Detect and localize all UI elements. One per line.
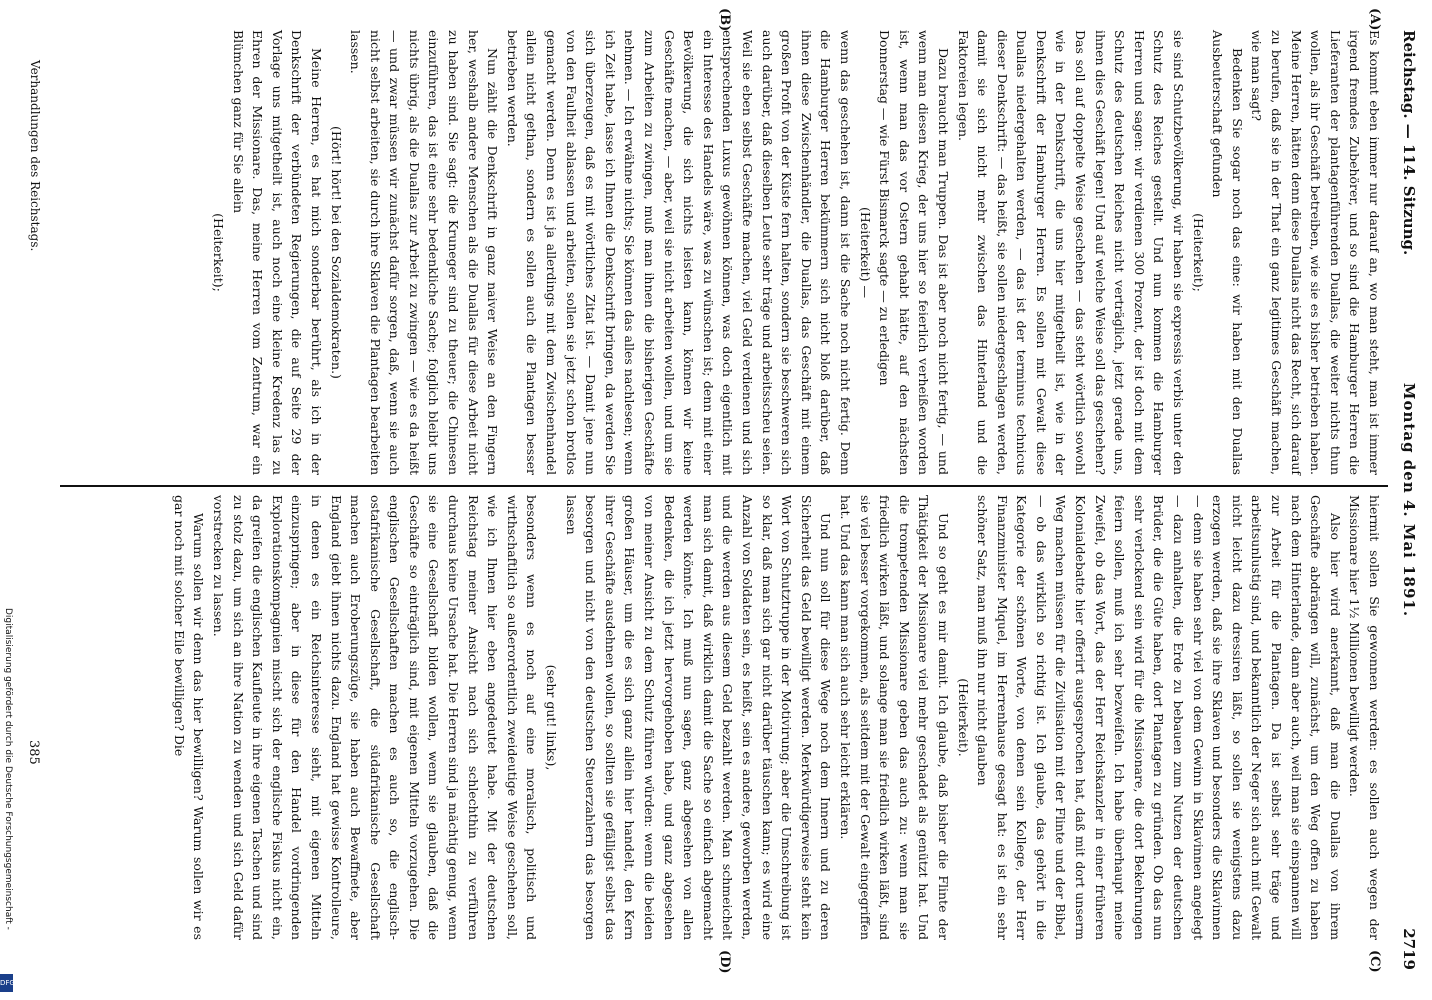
- paragraph: Bedenken Sie sogar noch das eine: wir haben mit den Duallas Ausbeuterschaft gefunden: [1210, 30, 1245, 475]
- digitization-credit: Digitalisierung gefördert durch die Deutsche Forschungsgemeinschaft -: [3, 608, 13, 930]
- paragraph: hiermit sollen Sie gewonnen werden: es sollen auch wegen der Missionare hier 1½ Millionen bewilligt werden.: [1347, 495, 1382, 940]
- paragraph: Nun zählt die Denkschrift in ganz naiver Weise an den Fingern her, weshalb andere Menschen als die Duallas für diese Arbeit nicht zu haben sind. Sie sagt: die Kruneger sind zu theuer; die Chinesen einzuführen, das ist eine sehr bedenkliche Sache; folglich bleibt uns nichts übrig, als die Duallas zur Arbeit zu zwingen — wie es da heißt — und zwar müssen wir zunächst dafür sorgen, daß, wenn sie auch nicht selbst arbeiten, sie durch ihre Sklaven die Plantagen bearbeiten lassen.: [348, 30, 501, 475]
- header-column-number: 2719: [1400, 928, 1418, 970]
- right-text-column: [60, 495, 1384, 940]
- paragraph: Warum sollen wir denn das hier bewilligen? Warum sollen wir es gar noch mit solcher Eile bewilligen? Die: [171, 495, 207, 940]
- header-session: Reichstag. — 114. Sitzung.: [1400, 30, 1418, 256]
- page-number: 385: [26, 740, 41, 765]
- interjection: (Heiterkeit).: [955, 678, 971, 757]
- paragraph: Meine Herren, es hat mich sonderbar berührt, als ich in der Denkschrift der verbündeten Regierungen, die auf Seite 29 der Vorlage uns mitgetheilt ist, auch noch eine kleine Kredenz las zu Ehren der Missionare. Das, meine Herren vom Zentrum, war ein Blümchen ganz für Sie allein: [230, 30, 324, 475]
- interjection: (Heiterkeit);: [210, 213, 226, 292]
- column-divider: [60, 485, 1388, 487]
- marker-c: (C): [1367, 950, 1382, 973]
- paragraph: sie sind Schutzbevölkerung, wir haben sie expressis verbis unter den Schutz des Reiches gestellt. Und nun kommen die Hamburger Herren und sagen: wir verdienen 300 Prozent, der ist doch mit dem Schutz des deutschen Reiches nicht verträglich, jetzt gerade uns, ihnen dies Geschäft legen! Und auf welche Weise soll das geschehen? Das soll auf doppelte Weise geschehen — das steht wörtlich sowohl wie in der Denkschrift, die uns hier mitgetheilt ist, wie in der Denkschrift der Hamburger Herren. Es sollen mit Gewalt diese Duallas niedergehalten werden, — das ist der terminus technicus dieser Denkschrift: — das heißt, sie sollen niedergeschlagen werden, damit sie sich nicht mehr zwischen das Hinterland und die Faktoreien legen.: [955, 30, 1187, 475]
- paragraph: Es kommt eben immer nur darauf an, wo man steht, man ist immer irgend fremdes Zubehörer, und so sind die Hamburger Herren die Lieferanten der plantagenführenden Duallas, die weiter nichts thun wollen, als ihr Geschäft betreiben, wie sie es bisher betrieben haben. Meine Herren, hätten denn diese Duallas nicht das Recht, sich darauf zu berufen, daß sie in der That ein ganz legitimes Geschäft machen, wie man sagt?: [1249, 30, 1382, 475]
- dfg-logo-icon[interactable]: DFG: [0, 974, 13, 992]
- footer-signature: Verhandlungen des Reichstags.: [28, 60, 42, 252]
- left-text-column: [60, 30, 1384, 475]
- paragraph: Also hier wird anerkannt, daß man die Duallas von ihrem Geschäfte abdrängen will, zunächst, um den Weg offen zu haben nach dem Hinterlande, dann aber auch, weil man sie einspannen will zur Arbeit für die Plantagen. Da ist selbst sehr träge und arbeitsunlustig sind, und bekanntlich der Neger sich auch mit Gewalt nicht leicht dazu dressiren läßt, so sollen sie wenigstens dazu erzogen werden, daß sie ihre Sklaven und besonders die Sklavinnen — denn sie haben sehr viel von dem Gewinn in Sklavinnen angelegt — dazu anhalten, die Erde zu bebauen zum Nutzen der deutschen Brüder, die die Güte haben, dort Plantagen zu gründen. Ob das nun sehr verlockend sein wird für die Missionare, die dort Bekehrungen feiern sollen, muß ich sehr bezweifeln. Ich habe überhaupt meine Zweifel, ob das Wort, das der Herr Reichskanzler in einer früheren Kolonialdebatte hier offerirt ausgesprochen hat, daß mit dort unserm Weg machen müssen für die Zivilisation mit der Flinte und der Bibel, — ob das wirklich so richtig ist. Ich glaube, das gehört in die Kategorie der schönen Worte, von denen sein Kollege, der Herr Finanzminister Miquel, im Herrenhause gesagt hat: es ist ein sehr schöner Satz, man muß ihn nur nicht glauben: [975, 495, 1343, 940]
- paragraph: Dazu braucht man Truppen. Das ist aber noch nicht fertig, — und wenn man diesen Krieg, der uns hier so feierlich verheißen worden ist, wenn man das vor Ostern gehabt hätte, auf den nächsten Donnerstag — wie Fürst Bismarck sagte — zu erledigen: [877, 30, 951, 475]
- credit-strip: [0, 0, 14, 1000]
- marker-b: (B): [717, 8, 732, 32]
- marker-a: (A): [1367, 8, 1382, 31]
- paragraph: besonders wenn es noch auf eine moralisch, politisch und wirthschaftlich so außerordentlich zweideutige Weise geschehen soll, wie ich Ihnen hier eben angedeutet habe. Mit der deutschen Reichstag meiner Ansicht nach sich schlechthin zu verführen durchaus keine Ursache hat. Die Herren sind ja mächtig genug, wenn sie eine Gesellschaft bilden wollen, wenn sie glauben, daß die Geschäfte so einträglich sind, mit eigenen Mitteln vorzugehen. Die englischen Gesellschaften machen es auch so, die englisch-ostafrikanische Gesellschaft, die südafrikanische Gesellschaft machen auch Eroberungszüge, sie haben auch Bewaffnete, aber England giebt ihnen nichts dazu. England hat gewisse Kontrolleure, in denen es ein Reichsinteresse sieht, mit eigenen Mitteln einzuspringen; aber in diese für den Handel vordringenden Explorationskompagnien mischt sich der englische Fiskus nicht ein, da greifen die englischen Kaufleute in ihre eigenen Taschen und sind zu stolz dazu, um sich an ihre Nation zu wenden und sich Geld dafür vorstrecken zu lassen.: [210, 495, 540, 940]
- marker-d: (D): [717, 950, 732, 974]
- paragraph: Und nun soll für diese Wege noch dem Innern und zu deren Sicherheit das Geld bewilligt werden. Merkwürdigerweise steht kein Wort von Schutztruppe in der Motivirung; aber die Umschreibung ist so klar, daß man sich gar nicht darüber täuschen kann; es wird eine Anzahl von Soldaten sein, es heißt, sein es andere, geworben werden, und die werden aus diesem Geld bezahlt werden. Man schmeichelt man sich damit, daß wirklich damit die Sache so einfach abgemacht werden könnte. Ich muß nun sagen, ganz abgesehen von allen Bedenken, die ich jetzt hervorgehoben habe, und ganz abgesehen von meiner Ansicht zu dem Schutz führen würden: wenn die beiden großen Häuser, um die es sich ganz allein hier handelt, den Kern ihrer Geschäfte ausdehnen wollen, so sollten sie gefälligst selbst das besorgen und nicht von den deutschen Steuerzahlern das besorgen lassen: [563, 495, 834, 940]
- paragraph: Und so geht es mir damit. Ich glaube, daß bisher die Flinte der Thätigkeit der Missionare viel mehr geschadet als genützt hat. Und die trompetenden Missionare geben das auch zu: wenn man sie friedlich wirken läßt, und solange man sie friedlich wirken läßt, sind sie viel besser vorgekommen, als seitdem mit der Gewalt eingegriffen hat. Und das kann man sich auch sehr leicht erklären.: [837, 495, 951, 940]
- header-date: Montag den 4. Mai 1891.: [1400, 382, 1418, 618]
- paragraph: wenn das geschehen ist, dann ist die Sache noch nicht fertig. Denn die Hamburger Herren bekümmern sich nicht bloß darüber, daß ihnen diese Zwischenhändler, die Duallas, das Geschäft mit einem großen Profit von der Küste fern halten, sondern sie beschweren sich auch darüber, daß dieselben Leute sehr träge und arbeitsscheu seien. Weil sie eben selbst Geschäfte machen, viel Geld verdienen und sich entsprechenden Luxus gewöhnen können, was doch eigentlich mit ein Interesse des Handels wäre, was zu wünschen ist; denn mit einer Bevölkerung, die sich nichts leisten kann, können wir keine Geschäfte machen, — aber, weil sie nicht arbeiten wollen, und um sie zum Arbeiten zu zwingen, muß man ihnen die bisherigen Geschäfte nehmen. — Ich erwähne nichts; Sie können das alles nachlesen; wenn ich Zeit habe, lasse ich Ihnen die Denkschrift bringen, da werden Sie sich überzeugen, daß es mit wörtliches Zitat ist. — Damit jene nun von den Faulheit ablassen und arbeiten, sollen sie jetzt schon brotlos gemacht werden. Denn es ist ja allerdings mit dem Zwischenhandel allein nicht gethan, sondern es sollen auch die Plantagen besser betrieben werden.: [504, 30, 853, 475]
- interjection: (Hört! hört! bei den Sozialdemokraten.): [328, 126, 344, 379]
- interjection: (sehr gut! links),: [544, 664, 560, 771]
- page-header: [1394, 30, 1424, 970]
- interjection: (Heiterkeit) —: [857, 207, 873, 298]
- interjection: (Heiterkeit);: [1190, 213, 1206, 292]
